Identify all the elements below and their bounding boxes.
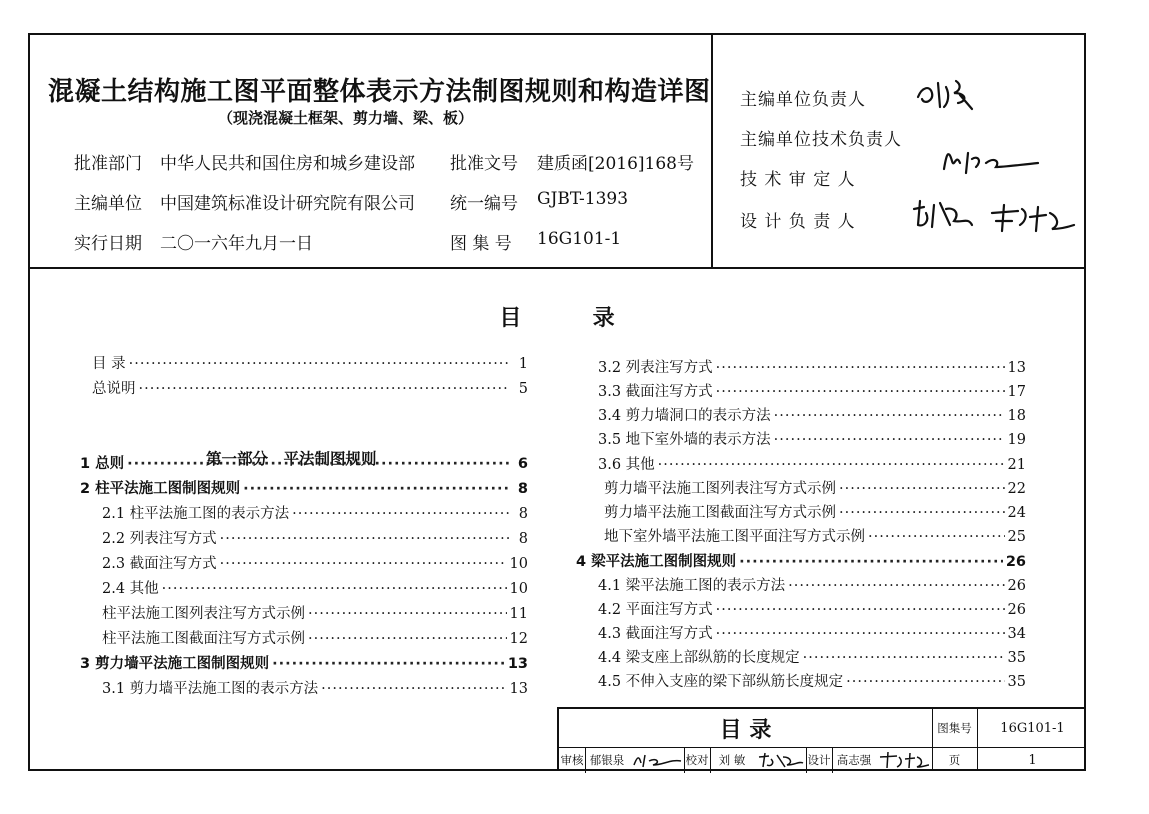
header-block <box>30 35 1084 269</box>
designer-signature <box>877 749 931 771</box>
toc-entry[interactable] <box>604 480 1026 498</box>
toc-entry-page: 19 <box>1007 432 1026 448</box>
review-label: 审核 <box>560 753 584 767</box>
leader-dots <box>220 530 509 548</box>
toc-entry[interactable] <box>80 455 528 473</box>
toc-entry[interactable] <box>598 431 1026 449</box>
toc-entry-page: 8 <box>517 481 528 497</box>
toc-entry-page: 5 <box>518 381 528 397</box>
toc-entry-label: 3.2 列表注写方式 <box>598 360 713 376</box>
toc-entry-label: 3.5 地下室外墙的表示方法 <box>598 432 771 448</box>
leader-dots <box>139 380 510 398</box>
toc-entry[interactable] <box>92 355 528 373</box>
leader-dots <box>716 359 1005 377</box>
leader-dots <box>716 383 1005 401</box>
leader-dots <box>839 480 1005 498</box>
leader-dots <box>308 630 507 648</box>
leader-dots <box>774 431 1005 449</box>
leader-dots <box>127 455 509 473</box>
leader-dots <box>129 355 509 373</box>
toc-title-left: 目 <box>499 306 522 331</box>
title-block-atlas-no: 16G101-1 <box>1000 720 1065 736</box>
leader-dots <box>321 680 506 698</box>
toc-entry-page: 13 <box>507 656 528 672</box>
toc-entry-label: 4.1 梁平法施工图的表示方法 <box>598 578 786 594</box>
toc-entry-label: 柱平法施工图截面注写方式示例 <box>102 631 305 647</box>
toc-entry-page: 34 <box>1007 626 1026 642</box>
signature-1 <box>910 73 1030 113</box>
leader-dots <box>243 480 509 498</box>
toc-entry-page: 25 <box>1007 529 1026 545</box>
toc-entry[interactable] <box>102 555 528 573</box>
toc-entry[interactable] <box>598 625 1026 643</box>
leader-dots <box>658 456 1005 474</box>
effective-label: 实行日期 <box>74 234 142 254</box>
toc-entry[interactable] <box>102 505 528 523</box>
toc-entry[interactable] <box>576 553 1026 571</box>
title-block <box>557 707 1086 771</box>
toc-entry-label: 柱平法施工图列表注写方式示例 <box>102 606 305 622</box>
toc-entry[interactable] <box>598 601 1026 619</box>
toc-entry-page: 13 <box>509 681 528 697</box>
chief-tech-head: 主编单位技术负责人 <box>740 130 902 150</box>
approval-no: 建质函[2016]168号 <box>537 154 694 174</box>
toc-entry-page: 22 <box>1007 481 1026 497</box>
toc-entry[interactable] <box>598 407 1026 425</box>
toc-entry-page: 35 <box>1007 650 1026 666</box>
approval-dept: 中华人民共和国住房和城乡建设部 <box>160 154 415 174</box>
page-no: 1 <box>1028 752 1037 768</box>
part-heading: 第一部分 平法制图规则 <box>206 450 377 468</box>
signature-3 <box>910 195 982 235</box>
toc-entry[interactable] <box>598 673 1026 691</box>
checker-signature <box>755 749 805 771</box>
toc-entry-label: 4.5 不伸入支座的梁下部纵筋长度规定 <box>598 674 844 690</box>
unified-no-label: 统一编号 <box>450 194 518 214</box>
toc-entry-label: 剪力墙平法施工图列表注写方式示例 <box>604 481 836 497</box>
toc-entry-page: 6 <box>517 456 528 472</box>
toc-entry-label: 3.3 截面注写方式 <box>598 384 713 400</box>
editor-label: 主编单位 <box>74 194 142 214</box>
leader-dots <box>162 580 507 598</box>
atlas-no: 16G101-1 <box>537 229 622 249</box>
toc-entry-label: 4.2 平面注写方式 <box>598 602 713 618</box>
toc-entry[interactable] <box>102 605 528 623</box>
document-title: 混凝土结构施工图平面整体表示方法制图规则和构造详图 <box>48 77 711 107</box>
toc-entry-label: 剪力墙平法施工图截面注写方式示例 <box>604 505 836 521</box>
leader-dots <box>272 655 505 673</box>
toc-title <box>30 301 1084 332</box>
toc-entry-page: 8 <box>518 506 528 522</box>
toc-entry[interactable] <box>102 680 528 698</box>
toc-entry-page: 26 <box>1007 602 1026 618</box>
toc-entry[interactable] <box>598 577 1026 595</box>
approval-dept-label: 批准部门 <box>74 154 142 174</box>
approval-no-label: 批准文号 <box>450 154 518 174</box>
editor: 中国建筑标准设计研究院有限公司 <box>160 194 415 214</box>
design-label: 设计 <box>807 753 831 767</box>
toc-entry[interactable] <box>80 655 528 673</box>
toc-entry-page: 24 <box>1007 505 1026 521</box>
leader-dots <box>292 505 509 523</box>
leader-dots <box>716 601 1005 619</box>
toc-entry-label: 3.1 剪力墙平法施工图的表示方法 <box>102 681 319 697</box>
document-subtitle: （现浇混凝土框架、剪力墙、梁、板） <box>218 109 474 127</box>
toc-entry-page: 8 <box>518 531 528 547</box>
unified-no: GJBT-1393 <box>537 189 629 209</box>
tech-reviewer: 技 术 审 定 人 <box>740 170 856 190</box>
toc-entry-page: 17 <box>1007 384 1026 400</box>
toc-entry-page: 26 <box>1005 554 1026 570</box>
toc-entry-label: 2.4 其他 <box>102 581 159 597</box>
toc-entry-page: 13 <box>1007 360 1026 376</box>
designer-name: 高志强 <box>836 753 872 767</box>
effective-date: 二〇一六年九月一日 <box>160 234 313 254</box>
toc-title-right: 录 <box>592 306 615 331</box>
toc-entry-label: 2.1 柱平法施工图的表示方法 <box>102 506 290 522</box>
reviewer-signature <box>631 749 683 771</box>
toc-entry-page: 21 <box>1007 457 1026 473</box>
toc-entry[interactable] <box>598 359 1026 377</box>
title-block-atlas-label: 图集号 <box>937 721 972 735</box>
toc-entry[interactable] <box>598 649 1026 667</box>
page-label: 页 <box>948 753 961 767</box>
leader-dots <box>716 625 1005 643</box>
toc-entry[interactable] <box>598 383 1026 401</box>
design-head: 设 计 负 责 人 <box>740 212 856 232</box>
leader-dots <box>868 528 1005 546</box>
signature-4 <box>988 199 1078 239</box>
leader-dots <box>846 673 1004 691</box>
toc-entry-label: 3 剪力墙平法施工图制图规则 <box>80 656 270 672</box>
toc-entry[interactable] <box>102 580 528 598</box>
check-label: 校对 <box>685 753 709 767</box>
toc-entry-label: 2 柱平法施工图制图规则 <box>80 481 241 497</box>
toc-entry-label: 3.4 剪力墙洞口的表示方法 <box>598 408 771 424</box>
toc-entry-page: 10 <box>509 581 528 597</box>
toc-entry-label: 4.3 截面注写方式 <box>598 626 713 642</box>
signature-2 <box>938 139 1068 179</box>
leader-dots <box>803 649 1005 667</box>
reviewer-name: 郁银泉 <box>589 753 625 767</box>
title-block-title: 目 录 <box>719 717 772 743</box>
toc-entry-label: 2.3 截面注写方式 <box>102 556 217 572</box>
atlas-label: 图 集 号 <box>450 234 512 254</box>
toc-entry[interactable] <box>598 456 1026 474</box>
toc-entry-page: 10 <box>509 556 528 572</box>
toc-entry-label: 总说明 <box>92 381 136 397</box>
toc-entry-label: 2.2 列表注写方式 <box>102 531 217 547</box>
header-left <box>30 35 713 267</box>
toc-entry[interactable] <box>80 480 528 498</box>
toc-entry[interactable] <box>102 530 528 548</box>
toc-entry-page: 26 <box>1007 578 1026 594</box>
toc-entry-page: 12 <box>509 631 528 647</box>
toc-entry[interactable] <box>102 630 528 648</box>
leader-dots <box>220 555 507 573</box>
toc-entry-label: 目 录 <box>92 356 126 372</box>
toc-entry-label: 4 梁平法施工图制图规则 <box>576 554 737 570</box>
toc-entry-label: 1 总则 <box>80 456 125 472</box>
toc-entry-page: 18 <box>1007 408 1026 424</box>
toc-entry-label: 4.4 梁支座上部纵筋的长度规定 <box>598 650 800 666</box>
leader-dots <box>739 553 1003 571</box>
chief-editor-head: 主编单位负责人 <box>740 90 866 110</box>
leader-dots <box>839 504 1005 522</box>
drawing-frame <box>28 33 1086 771</box>
toc-entry[interactable] <box>604 504 1026 522</box>
toc-entry-label: 地下室外墙平法施工图平面注写方式示例 <box>604 529 865 545</box>
leader-dots <box>308 605 507 623</box>
leader-dots <box>774 407 1005 425</box>
toc-entry[interactable] <box>604 528 1026 546</box>
toc-entry-page: 11 <box>509 606 528 622</box>
leader-dots <box>788 577 1004 595</box>
toc-entry-label: 3.6 其他 <box>598 457 655 473</box>
toc-entry-page: 35 <box>1007 674 1026 690</box>
checker-name: 刘 敏 <box>718 753 746 767</box>
toc-entry-page: 1 <box>518 356 528 372</box>
toc-entry[interactable] <box>92 380 528 398</box>
